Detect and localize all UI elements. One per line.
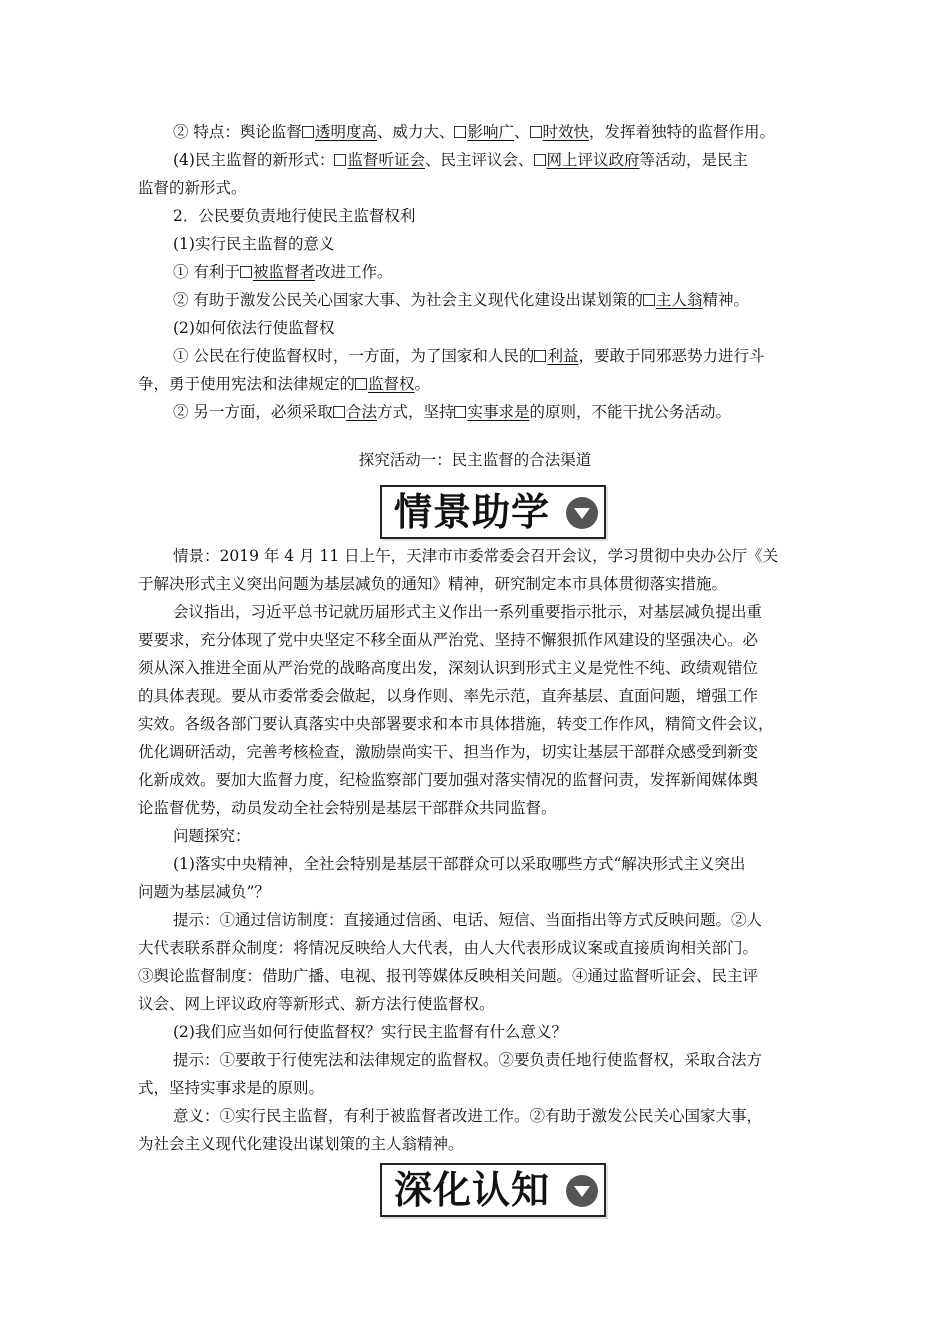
answer-text: 监督听证会 <box>347 151 425 169</box>
answer-blank <box>240 263 315 281</box>
checkbox-icon <box>454 126 466 138</box>
answer-text: 合法 <box>345 403 377 421</box>
subsection-2-title: (2)如何依法行使监督权 <box>173 319 335 337</box>
text: 的原则，不能干扰公务活动。 <box>529 403 731 421</box>
banner-label: 深化认知 <box>394 1168 551 1212</box>
inquiry-line: 提示：①要敢于行使宪法和法律规定的监督权。②要负责任地行使监督权，采取合法方 <box>173 1051 763 1069</box>
answer-text: 实事求是 <box>467 403 530 421</box>
inquiry-line: 大代表联系群众制度：将情况反映给人大代表，由人大代表形成议案或直接质询相关部门。 <box>138 939 759 957</box>
section-banner-deepen <box>380 1163 606 1217</box>
inquiry-line: (1)落实中央精神，全社会特别是基层干部群众可以采取哪些方式“解决形式主义突出 <box>173 855 746 873</box>
answer-blank <box>534 151 640 169</box>
answer-blank <box>530 123 590 141</box>
inquiry-line: 为社会主义现代化建设出谋划策的主人翁精神。 <box>138 1135 464 1153</box>
section-2-title: 2．公民要负责地行使民主监督权利 <box>173 207 416 225</box>
significance-2 <box>173 287 828 314</box>
answer-text: 主人翁 <box>655 291 703 309</box>
text: ② 有助于激发公民关心国家大事、为社会主义现代化建设出谋划策的 <box>173 291 643 309</box>
text: 方式，坚持 <box>376 403 455 421</box>
answer-text: 网上评议政府 <box>546 151 640 169</box>
how-1-line-2 <box>138 371 828 398</box>
checkbox-icon <box>302 126 314 138</box>
answer-text: 监督权 <box>368 375 415 393</box>
how-2 <box>173 399 828 426</box>
inquiry-line: 意义：①实行民主监督，有利于被监督者改进工作。②有助于激发公民关心国家大事， <box>173 1107 763 1125</box>
answer-text: 影响广 <box>467 123 514 141</box>
text: 、民主评议会、 <box>424 151 534 169</box>
text: 、威力大、 <box>376 123 455 141</box>
text: 、 <box>513 123 530 141</box>
triangle-down-icon <box>566 1175 598 1207</box>
section-banner-scenario <box>380 485 606 539</box>
newform-line-2: 监督的新形式。 <box>138 179 247 197</box>
scenario-line: 会议指出，习近平总书记就历届形式主义作出一系列重要指示批示，对基层减负提出重 <box>173 603 763 621</box>
answer-blank <box>534 347 578 365</box>
checkbox-icon <box>534 350 546 362</box>
answer-blank <box>454 403 529 421</box>
how-1 <box>173 343 828 370</box>
scenario-line: 化新成效。要加大监督力度，纪检监察部门要加强对落实情况的监督问责，发挥新闻媒体舆 <box>138 771 759 789</box>
checkbox-icon <box>334 154 346 166</box>
banner-label: 情景助学 <box>394 490 551 534</box>
scenario-line: 的具体表现。要从市委常委会做起，以身作则、率先示范，直奔基层、直面问题，增强工作 <box>138 687 759 705</box>
answer-blank <box>334 151 425 169</box>
answer-text: 时效快 <box>542 123 590 141</box>
scenario-line: 优化调研活动，完善考核检查，激励崇尚实干、担当作为，切实让基层干部群众感受到新变 <box>138 743 759 761</box>
checkbox-icon <box>355 378 367 390</box>
text: 精神。 <box>702 291 749 309</box>
inquiry-line: ③舆论监督制度：借助广播、电视、报刊等媒体反映相关问题。④通过监督听证会、民主评 <box>138 967 759 985</box>
significance-1 <box>173 259 828 286</box>
inquiry-line: 议会、网上评议政府等新形式、新方法行使监督权。 <box>138 995 495 1013</box>
feature-line <box>173 119 828 146</box>
inquiry-line: (2)我们应当如何行使监督权？实行民主监督有什么意义？ <box>173 1023 567 1041</box>
answer-blank <box>302 123 377 141</box>
text: 争，勇于使用宪法和法律规定的 <box>138 375 356 393</box>
checkbox-icon <box>534 154 546 166</box>
text: (4)民主监督的新形式： <box>173 151 335 169</box>
checkbox-icon <box>454 406 466 418</box>
answer-text: 被监督者 <box>252 263 315 281</box>
scenario-line: 于解决形式主义突出问题为基层减负的通知》精神，研究制定本市具体贯彻落实措施。 <box>138 575 728 593</box>
answer-blank <box>355 375 415 393</box>
checkbox-icon <box>530 126 542 138</box>
answer-blank <box>333 403 377 421</box>
activity-title: 探究活动一：民主监督的合法渠道 <box>358 451 592 469</box>
scenario-line: 情景：2019 年 4 月 11 日上午，天津市市委常委会召开会议，学习贯彻中央办公厅《关 <box>173 547 779 565</box>
checkbox-icon <box>643 294 655 306</box>
scenario-line: 论监督优势，动员发动全社会特别是基层干部群众共同监督。 <box>138 799 557 817</box>
scenario-line: 须从深入推进全面从严治党的战略高度出发，深刻认识到形式主义是党性不纯、政绩观错位 <box>138 659 759 677</box>
checkbox-icon <box>240 266 252 278</box>
text: 。 <box>414 375 431 393</box>
inquiry-line: 提示：①通过信访制度：直接通过信函、电话、短信、当面指出等方式反映问题。②人 <box>173 911 763 929</box>
answer-blank <box>643 291 703 309</box>
inquiry-line: 问题为基层减负”？ <box>138 883 270 901</box>
text: ① 公民在行使监督权时，一方面，为了国家和人民的 <box>173 347 535 365</box>
scenario-line: 实效。各级各部门要认真落实中央部署要求和本市具体措施，转变工作作风，精简文件会议， <box>138 715 774 733</box>
newform-line <box>173 147 828 174</box>
inquiry-line: 式，坚持实事求是的原则。 <box>138 1079 325 1097</box>
text: ，要敢于同邪恶势力进行斗 <box>578 347 765 365</box>
triangle-down-icon <box>566 497 598 529</box>
subsection-1-title: (1)实行民主监督的意义 <box>173 235 335 253</box>
text: ② 特点：舆论监督 <box>173 123 302 141</box>
answer-blank <box>454 123 514 141</box>
text: 改进工作。 <box>314 263 393 281</box>
checkbox-icon <box>333 406 345 418</box>
text: ，发挥着独特的监督作用。 <box>589 123 776 141</box>
answer-text: 利益 <box>547 347 579 365</box>
text: ② 另一方面，必须采取 <box>173 403 333 421</box>
scenario-line: 要要求，充分体现了党中央坚定不移全面从严治党、坚持不懈狠抓作风建设的坚强决心。必 <box>138 631 759 649</box>
answer-text: 透明度高 <box>314 123 377 141</box>
inquiry-line: 问题探究： <box>173 827 251 845</box>
text: ① 有利于 <box>173 263 240 281</box>
text: 等活动，是民主 <box>639 151 749 169</box>
